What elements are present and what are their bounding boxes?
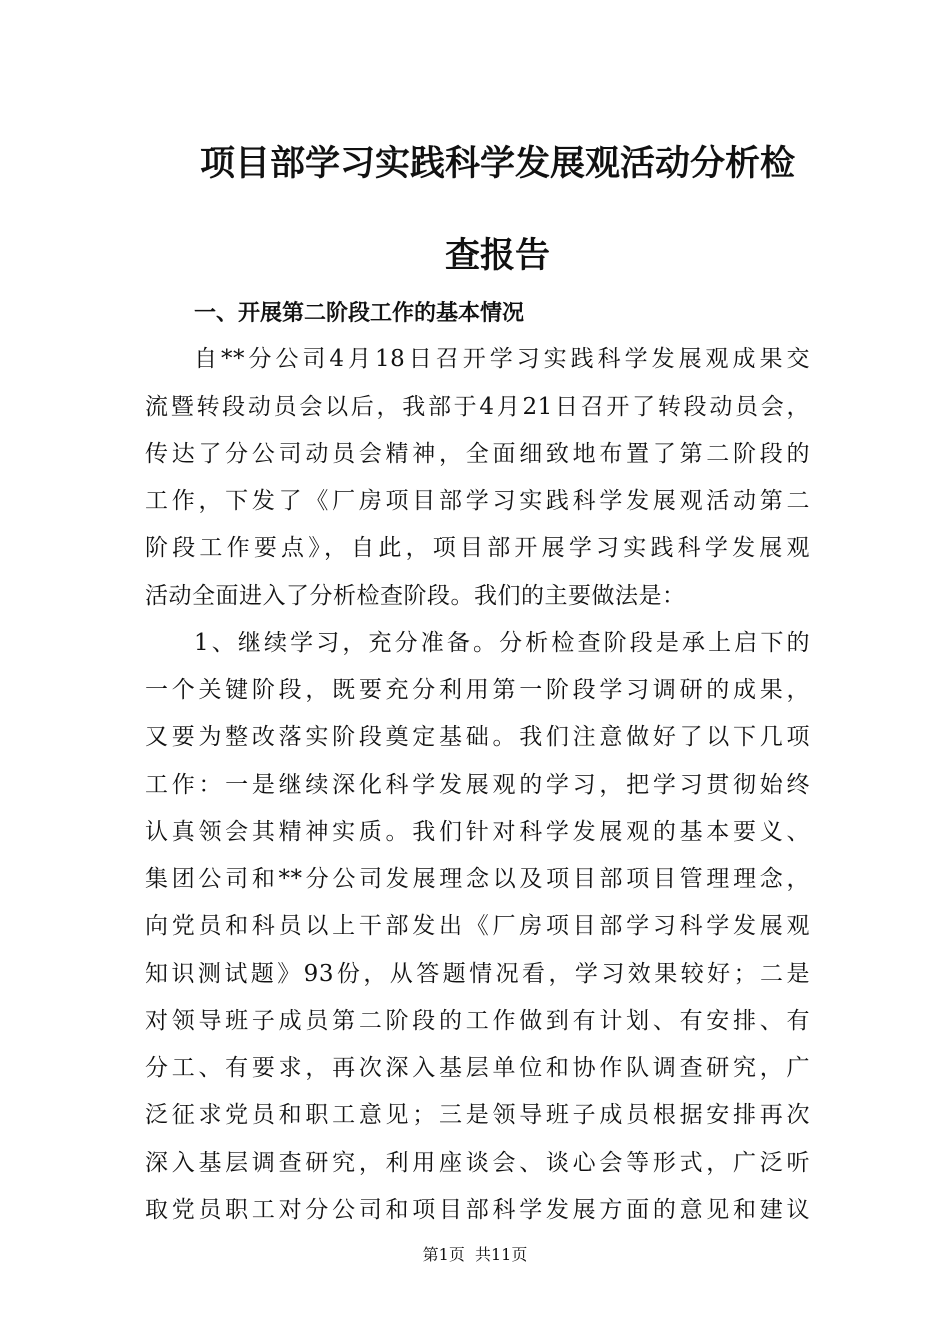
section-heading: 一、开展第二阶段工作的基本情况: [194, 301, 525, 326]
document-title-line-2: 查报告: [444, 236, 550, 276]
paragraph-line: 一个关键阶段，既要充分利用第一阶段学习调研的成果，: [145, 677, 810, 703]
paragraph-line: 传达了分公司动员会精神，全面细致地布置了第二阶段的: [145, 441, 810, 467]
paragraph-line: 活动全面进入了分析检查阶段。我们的主要做法是：: [145, 583, 686, 609]
paragraph-line: 阶段工作要点》，自此，项目部开展学习实践科学发展观: [145, 535, 810, 561]
paragraph-line: 知识测试题》93份，从答题情况看，学习效果较好；二是: [145, 961, 810, 987]
paragraph-line: 对领导班子成员第二阶段的工作做到有计划、有安排、有: [145, 1008, 810, 1034]
page-footer: 第1页 共11页: [422, 1245, 528, 1264]
paragraph-line: 取党员职工对分公司和项目部科学发展方面的意见和建议: [145, 1197, 810, 1223]
paragraph-line: 深入基层调查研究，利用座谈会、谈心会等形式，广泛听: [145, 1150, 810, 1176]
paragraph-line: 1、继续学习，充分准备。分析检查阶段是承上启下的: [194, 630, 810, 656]
paragraph-line: 流暨转段动员会以后，我部于4月21日召开了转段动员会，: [145, 394, 810, 420]
paragraph-line: 集团公司和**分公司发展理念以及项目部项目管理理念，: [145, 866, 810, 892]
paragraph-line: 泛征求党员和职工意见；三是领导班子成员根据安排再次: [145, 1102, 810, 1128]
paragraph-line: 又要为整改落实阶段奠定基础。我们注意做好了以下几项: [145, 724, 810, 750]
paragraph-line: 分工、有要求，再次深入基层单位和协作队调查研究，广: [145, 1055, 810, 1081]
paragraph-line: 工作，下发了《厂房项目部学习实践科学发展观活动第二: [145, 488, 810, 514]
paragraph-line: 工作：一是继续深化科学发展观的学习，把学习贯彻始终: [145, 772, 810, 798]
paragraph-line: 认真领会其精神实质。我们针对科学发展观的基本要义、: [145, 819, 810, 845]
document-title-line-1: 项目部学习实践科学发展观活动分析检: [199, 144, 795, 184]
paragraph-line: 自**分公司4月18日召开学习实践科学发展观成果交: [194, 346, 810, 372]
paragraph-line: 向党员和科员以上干部发出《厂房项目部学习科学发展观: [145, 913, 810, 939]
